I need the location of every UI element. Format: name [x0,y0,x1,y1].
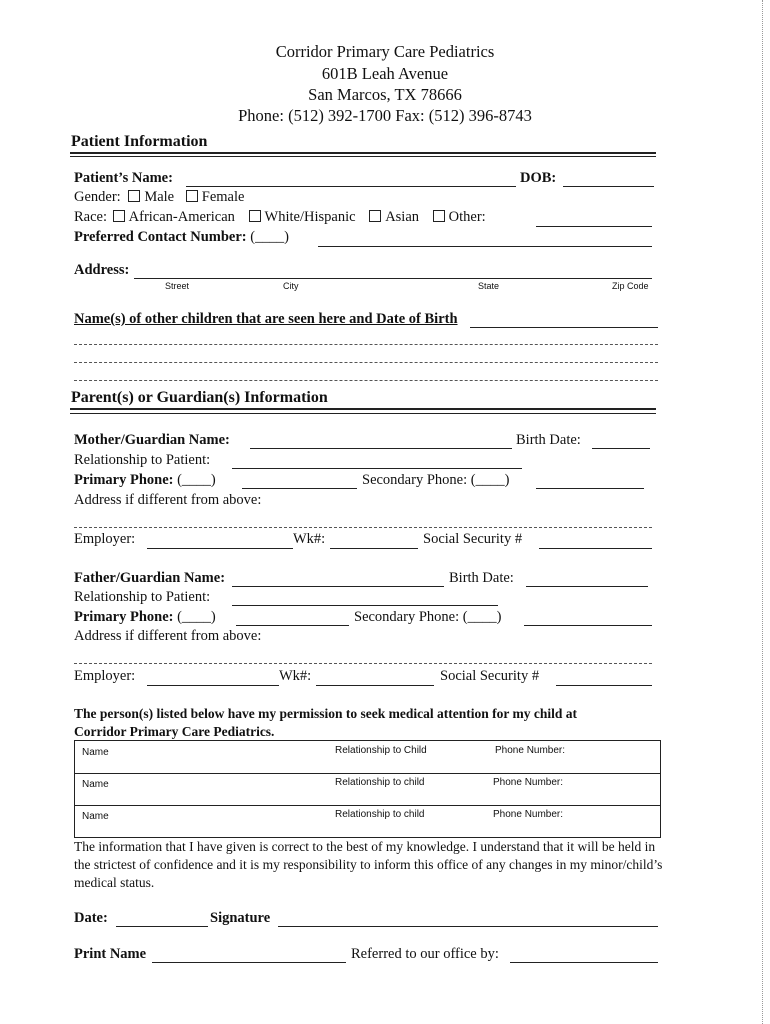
gender-label: Gender: [74,189,121,205]
row3-relationship[interactable]: Relationship to child [335,809,425,820]
asian-checkbox[interactable] [369,210,381,222]
contact-number-field[interactable] [318,246,652,247]
mother-name-label: Mother/Guardian Name: [74,432,230,448]
mother-wk-field[interactable] [330,548,418,549]
address-field[interactable] [134,278,652,279]
father-employer-field[interactable] [147,685,279,686]
other-children-line[interactable] [74,362,658,363]
mother-employer-label: Employer: [74,531,136,547]
father-secondary-area-code: (____) [462,609,502,625]
dob-label: DOB: [520,170,557,186]
father-name-label: Father/Guardian Name: [74,570,226,586]
mother-name-field[interactable] [250,448,512,449]
row1-name[interactable]: Name [82,747,109,758]
guardian-section-title: Parent(s) or Guardian(s) Information [71,389,328,406]
section-divider [70,408,656,410]
mother-secondary-area-code: (____) [470,472,510,488]
address-street-caption: Street [165,281,190,291]
father-address-label: Address if different from above: [74,628,262,644]
mother-primary-phone-label: Primary Phone: [74,472,174,488]
father-secondary-phone-field[interactable] [524,625,652,626]
mother-relationship-label: Relationship to Patient: [74,452,211,468]
father-name-field[interactable] [232,586,444,587]
father-relationship-field[interactable] [232,605,498,606]
father-address-field[interactable] [74,663,652,664]
mother-primary-area-code: (____) [177,472,216,488]
race-option-asian: Asian [385,209,420,225]
patient-section-title: Patient Information [71,133,208,150]
other-children-field[interactable] [470,327,658,328]
practice-phone: Phone: (512) 392-1700 Fax: (512) 396-8743 [238,106,532,125]
race-row [74,209,486,226]
female-option: Female [201,189,245,205]
father-employer-label: Employer: [74,668,136,684]
section-divider [70,156,656,157]
african-american-checkbox[interactable] [113,210,125,222]
permission-text-line1: The person(s) listed below have my permission to seek medical attention for my child at [74,706,577,721]
row2-phone[interactable]: Phone Number: [493,777,564,788]
table-row-divider [75,773,660,774]
race-option-african-american: African-American [128,209,235,225]
father-birth-date-label: Birth Date: [449,570,514,586]
race-other-field[interactable] [536,226,652,227]
other-children-line[interactable] [74,380,658,381]
father-wk-field[interactable] [316,685,434,686]
other-children-line[interactable] [74,344,658,345]
row2-relationship[interactable]: Relationship to child [335,777,425,788]
mother-primary-phone-field[interactable] [242,488,357,489]
referred-by-field[interactable] [510,962,658,963]
female-checkbox[interactable] [186,190,198,202]
father-relationship-label: Relationship to Patient: [74,589,211,605]
male-option: Male [144,189,175,205]
section-divider [70,413,656,414]
mother-ssn-label: Social Security # [423,531,523,547]
father-secondary-phone-row [354,609,501,626]
signature-field[interactable] [278,926,658,927]
contact-row [74,229,289,246]
father-ssn-label: Social Security # [440,668,540,684]
father-phone-row [74,609,216,626]
referred-by-label: Referred to our office by: [351,946,499,962]
white-hispanic-checkbox[interactable] [249,210,261,222]
other-checkbox[interactable] [433,210,445,222]
mother-secondary-phone-row [362,472,509,489]
address-city-caption: City [283,281,299,291]
father-primary-area-code: (____) [177,609,216,625]
address-label: Address: [74,262,130,278]
mother-secondary-phone-label: Secondary Phone: [362,472,468,488]
authorized-persons-table [74,740,661,838]
mother-employer-field[interactable] [147,548,293,549]
mother-relationship-field[interactable] [232,468,522,469]
mother-birth-date-label: Birth Date: [516,432,581,448]
print-name-label: Print Name [74,946,147,962]
race-option-other: Other: [448,209,486,225]
dob-field[interactable] [563,186,654,187]
address-zip-caption: Zip Code [612,281,649,291]
male-checkbox[interactable] [128,190,140,202]
row1-phone[interactable]: Phone Number: [495,745,566,756]
practice-name: Corridor Primary Care Pediatrics [275,42,495,61]
date-field[interactable] [116,926,208,927]
patient-name-field[interactable] [186,186,516,187]
signature-label: Signature [210,910,271,926]
mother-address-field[interactable] [74,527,652,528]
race-label: Race: [74,209,108,225]
print-name-field[interactable] [152,962,346,963]
date-label: Date: [74,910,108,926]
mother-ssn-field[interactable] [539,548,652,549]
father-primary-phone-label: Primary Phone: [74,609,174,625]
father-primary-phone-field[interactable] [236,625,349,626]
mother-wk-label: Wk#: [293,531,326,547]
practice-address: 601B Leah Avenue [321,64,449,83]
section-divider [70,152,656,154]
row2-name[interactable]: Name [82,779,109,790]
consent-statement: The information that I have given is correct to the best of my knowledge. I understand that it will be held in the strictest of confidence and it is my responsibility to inform this office of any changes in my minor/child’s medical status. [74,839,663,890]
mother-phone-row [74,472,216,489]
scan-edge [762,0,764,1024]
table-row-divider [75,805,660,806]
father-ssn-field[interactable] [556,685,652,686]
other-children-label: Name(s) of other children that are seen here and Date of Birth [74,311,458,327]
father-wk-label: Wk#: [279,668,312,684]
father-birth-date-field[interactable] [526,586,648,587]
mother-birth-date-field[interactable] [592,448,650,449]
patient-name-label: Patient’s Name: [74,170,173,186]
race-option-white-hispanic: White/Hispanic [264,209,356,225]
father-secondary-phone-label: Secondary Phone: [354,609,460,625]
row3-phone[interactable]: Phone Number: [493,809,564,820]
permission-text-line2: Corridor Primary Care Pediatrics. [74,724,275,739]
contact-label: Preferred Contact Number: [74,229,247,245]
row1-relationship[interactable]: Relationship to Child [335,745,427,756]
mother-address-label: Address if different from above: [74,492,262,508]
mother-secondary-phone-field[interactable] [536,488,644,489]
gender-row [74,189,244,206]
practice-city: San Marcos, TX 78666 [308,85,462,104]
row3-name[interactable]: Name [82,811,109,822]
contact-area-code: (____) [250,229,289,245]
address-state-caption: State [478,281,500,291]
